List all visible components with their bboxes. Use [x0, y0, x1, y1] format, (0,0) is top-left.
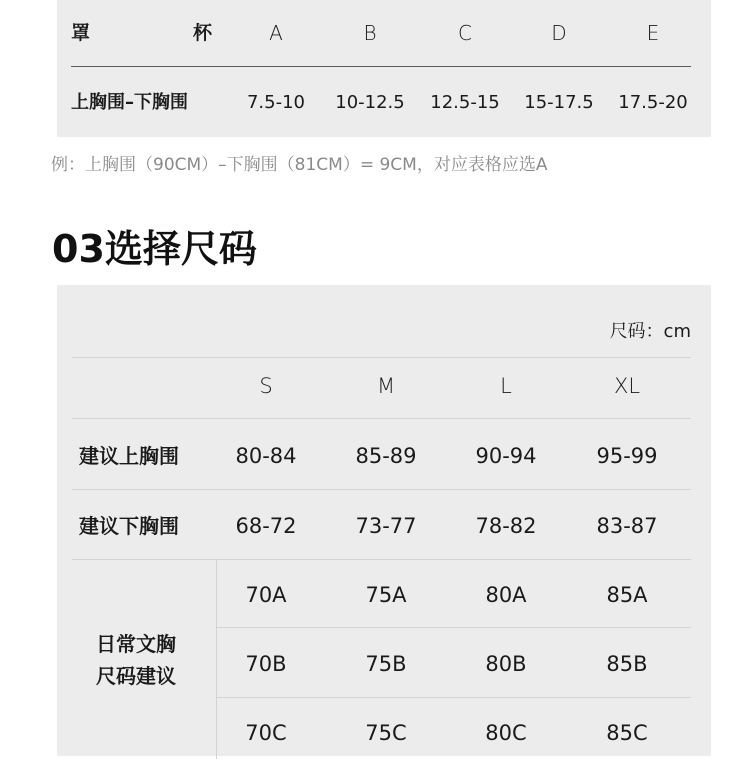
bra-size-s-b: 70B: [245, 652, 287, 676]
cup-row-label: 上胸围–下胸围: [71, 92, 188, 113]
cup-diff-d: 15-17.5: [524, 92, 594, 113]
bra-size-label-line2: 尺码建议: [96, 664, 176, 688]
bra-size-l-c: 80C: [485, 721, 527, 745]
cup-table-header: [57, 13, 711, 53]
cup-header-d: D: [551, 21, 567, 45]
size-table-divider: [217, 627, 691, 628]
bra-size-m-a: 75A: [365, 583, 407, 607]
size-header-row: [57, 366, 711, 406]
lower-bust-l: 78-82: [475, 514, 537, 538]
lower-bust-s: 68-72: [235, 514, 297, 538]
size-table: [57, 285, 711, 756]
upper-bust-label: 建议上胸围: [79, 444, 179, 468]
bra-size-xl-b: 85B: [606, 652, 648, 676]
lower-bust-row: [57, 506, 711, 546]
bra-size-xl-a: 85A: [606, 583, 648, 607]
cup-diff-c: 12.5-15: [430, 92, 500, 113]
section-title: 03选择尺码: [52, 227, 257, 271]
bra-size-row-c: [57, 713, 711, 753]
example-note: 例：上胸围（90CM）–下胸围（81CM）= 9CM，对应表格应选A: [51, 155, 548, 175]
cup-diff-b: 10-12.5: [335, 92, 405, 113]
size-table-divider: [72, 418, 691, 419]
cup-header-label-left: 罩: [71, 22, 91, 44]
cup-diff-a: 7.5-10: [246, 92, 306, 113]
cup-size-table: [57, 0, 711, 137]
bra-size-s-c: 70C: [245, 721, 287, 745]
cup-table-divider: [71, 66, 691, 67]
bra-size-label-line1: 日常文胸: [96, 632, 176, 656]
size-header-s: S: [259, 374, 273, 398]
upper-bust-m: 85-89: [355, 444, 417, 468]
size-table-divider: [72, 357, 691, 358]
bra-size-l-b: 80B: [485, 652, 527, 676]
lower-bust-m: 73-77: [355, 514, 417, 538]
bra-size-row-b: [57, 644, 711, 684]
cup-header-a: A: [269, 21, 283, 45]
size-table-divider: [217, 697, 691, 698]
bra-size-row-a: [57, 575, 711, 615]
size-table-divider: [72, 489, 691, 490]
bra-size-s-a: 70A: [245, 583, 287, 607]
cup-header-label-right: 杯: [193, 22, 213, 44]
lower-bust-xl: 83-87: [596, 514, 658, 538]
unit-label: 尺码：cm: [609, 321, 691, 342]
bra-size-xl-c: 85C: [606, 721, 648, 745]
lower-bust-label: 建议下胸围: [79, 514, 179, 538]
size-table-divider: [72, 559, 691, 560]
cup-header-b: B: [363, 21, 377, 45]
size-header-xl: XL: [613, 374, 641, 398]
cup-diff-e: 17.5-20: [618, 92, 688, 113]
cup-header-e: E: [646, 21, 660, 45]
upper-bust-xl: 95-99: [596, 444, 658, 468]
bra-size-l-a: 80A: [485, 583, 527, 607]
size-header-m: M: [376, 374, 396, 398]
upper-bust-s: 80-84: [235, 444, 297, 468]
size-header-l: L: [500, 374, 512, 398]
cup-header-c: C: [458, 21, 472, 45]
bra-size-m-c: 75C: [365, 721, 407, 745]
upper-bust-row: [57, 436, 711, 476]
upper-bust-l: 90-94: [475, 444, 537, 468]
cup-difference-row: [57, 83, 711, 123]
bra-size-m-b: 75B: [365, 652, 407, 676]
